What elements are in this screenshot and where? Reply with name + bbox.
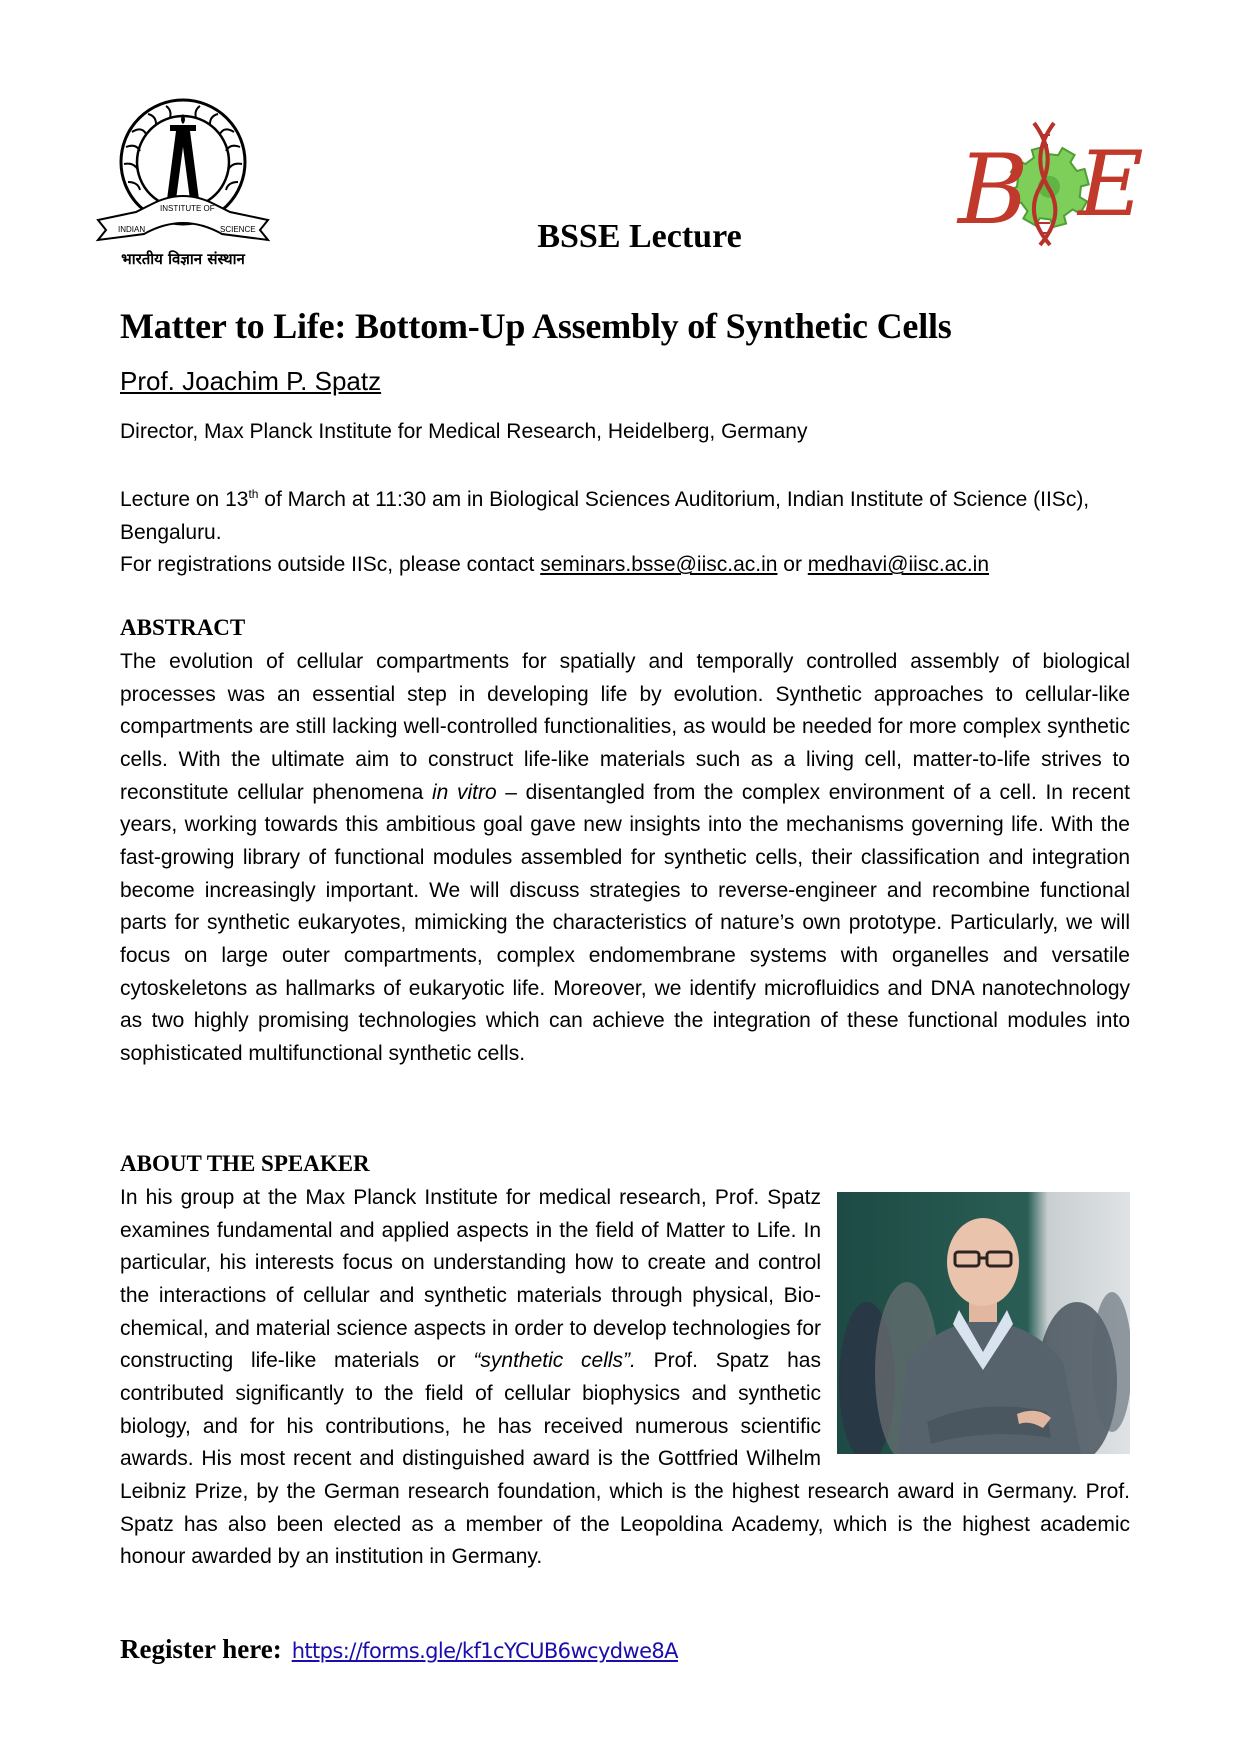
abstract-text-part1: The evolution of cellular compartments for spatially and temporally controlled assembly of biological processes was an essential step in developing life by evolution. Synthetic approaches to cellular-like compartments are still lacking well-controlled functionalities, as would be needed for more complex synthetic cells. With the ultimate aim to construct life-like materials such as a living cell, matter-to-life strives to reconstitute cellular phenomena	[120, 650, 1130, 804]
contact-or: or	[777, 553, 808, 577]
iisc-ring-left: INDIAN	[118, 225, 146, 234]
register-link[interactable]: https://forms.gle/kf1cYCUB6wcydwe8A	[291, 1639, 678, 1663]
lecture-info	[120, 484, 1130, 582]
about-speaker-body	[120, 1182, 1130, 1574]
bsse-logo-letter-b: B	[958, 134, 1029, 246]
about-speaker-text-part2: Prof. Spatz has contributed significantly to the field of cellular biophysics and synthetic biology, and for his contributions, he has received numerous scientific awards. His most recent and distinguished award is the Gottfried Wilhelm Leibniz Prize, by the German research foundation, which is the highest research award in Germany. Prof. Spatz has also been elected as a member of the Leopoldina Academy, which is the highest academic honour awarded by an institution in Germany.	[120, 1349, 1130, 1569]
abstract-heading: ABSTRACT	[120, 615, 246, 640]
about-speaker-heading: ABOUT THE SPEAKER	[120, 1151, 370, 1176]
register-line	[120, 1634, 678, 1665]
about-speaker-text-part1: In his group at the Max Planck Institute for medical research, Prof. Spatz examines fundamental and applied aspects in the field of Matter to Life. In particular, his interests focus on understanding how to create and control the interactions of cellular and synthetic materials through physical, Bio-chemical, and material science aspects in order to develop technologies for constructing life-like materials or	[120, 1186, 821, 1373]
email-link-medhavi[interactable]: medhavi@iisc.ac.in	[807, 553, 990, 577]
speaker-photo	[837, 1192, 1130, 1454]
iisc-ring-right: SCIENCE	[220, 225, 256, 234]
speaker-name: Prof. Joachim P. Spatz	[120, 366, 382, 396]
lecture-date-prefix: Lecture on 13	[120, 488, 249, 511]
register-label: Register here:	[120, 1634, 282, 1664]
lecture-heading-text: BSSE Lecture	[537, 218, 742, 255]
email-link-seminars[interactable]: seminars.bsse@iisc.ac.in	[540, 553, 778, 577]
contact-prefix: For registrations outside IISc, please contact	[120, 553, 541, 577]
abstract-text-italic: in vitro	[431, 780, 497, 804]
iisc-ring-center: INSTITUTE OF	[160, 204, 215, 213]
abstract-body	[120, 646, 1130, 1071]
speaker-portrait-icon	[837, 1192, 1130, 1454]
ordinal-suffix: th	[248, 487, 259, 501]
lecture-heading	[0, 218, 1241, 256]
bsse-logo-letter-e: E	[1078, 132, 1144, 237]
abstract-text-part2: – disentangled from the complex environment of a cell. In recent years, working towards this ambitious goal gave new insights into the mechanisms governing life. With the fast-growing library of functional modules assembled for synthetic cells, their classification and integration become increasingly important. We will discuss strategies to reverse-engineer and recombine functional parts for synthetic eukaryotes, mimicking the characteristics of nature’s own prototype. Particularly, we will focus on large outer compartments, complex endomembrane systems with organelles and versatile cytoskeletons as hallmarks of eukaryotic life. Moreover, we identify microfluidics and DNA nanotechnology as two highly promising technologies which can achieve the integration of these functional modules into sophisticated multifunctional synthetic cells.	[120, 780, 1130, 1065]
iisc-hindi-text: भारतीय विज्ञान संस्थान	[121, 250, 245, 268]
speaker-affiliation: Director, Max Planck Institute for Medical Research, Heidelberg, Germany	[120, 420, 808, 443]
about-speaker-text-italic: “synthetic cells”.	[473, 1349, 636, 1373]
talk-title: Matter to Life: Bottom-Up Assembly of Synthetic Cells	[120, 306, 952, 346]
lecture-venue: of March at 11:30 am in Biological Sciences Auditorium, Indian Institute of Science (IISc), Bengaluru.	[120, 488, 1090, 544]
